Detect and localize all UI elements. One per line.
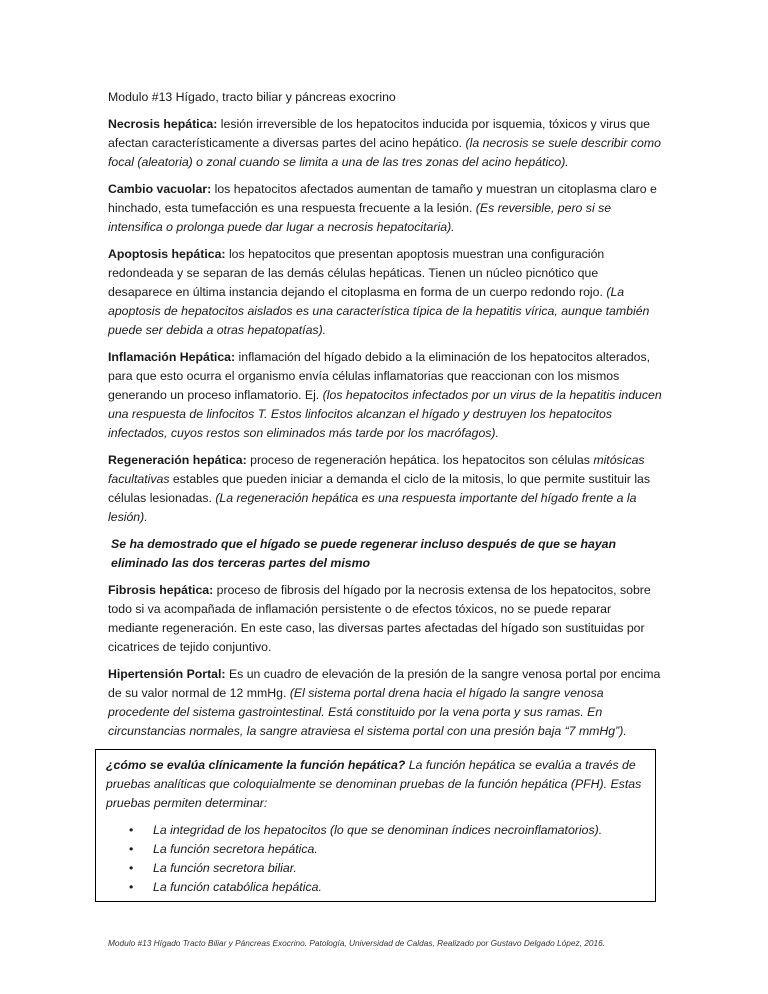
section-inflamacion xyxy=(108,348,664,443)
section-text: lesión irreversible de los hepatocitos inducida por isquemia, tóxicos y virus que afectan característicamente a diversas partes del acino hepático. xyxy=(108,117,651,150)
bullet-icon: • xyxy=(129,842,134,856)
section-note: (los hepatocitos infectados por un virus de la hepatitis inducen una respuesta de linfocitos T. Estos linfocitos alcanzan el hígado y destruyen los hepatocitos infectados, cuyos restos son eliminados más tarde por los macrófagos). xyxy=(108,388,662,440)
highlight-statement: Se ha demostrado que el hígado se puede regenerar incluso después de que se hayan eliminado las dos terceras partes del mismo xyxy=(111,537,617,570)
section-text: proceso de regeneración hepática. los hepatocitos son células xyxy=(246,453,594,467)
document-body xyxy=(108,88,664,749)
section-term: mitósicas facultativas xyxy=(108,453,645,486)
list-item-text: La integridad de los hepatocitos (lo que se denominan índices necroinflamatorios). xyxy=(153,823,603,837)
bullet-icon: • xyxy=(129,880,134,894)
section-hipertension xyxy=(108,665,664,741)
section-note: (La regeneración hepática es una respuesta importante del hígado frente a la lesión). xyxy=(108,491,637,524)
section-text: los hepatocitos que presentan apoptosis muestran una configuración redondeada y se separan de las demás células hepáticas. Tienen un núcleo picnótico que desaparece en última instancia dejando el citoplasma en forma de un cuerpo redondo rojo. xyxy=(108,247,607,299)
section-heading: Necrosis hepática: xyxy=(108,117,218,131)
box-intro xyxy=(106,756,647,813)
section-heading: Regeneración hepática: xyxy=(108,453,247,467)
box-question: ¿cómo se evalúa clínicamente la función hepática? xyxy=(106,758,406,772)
section-text: inflamación del hígado debido a la eliminación de los hepatocitos alterados, para que esto ocurra el organismo envía células inflamatorias que reaccionan con los mismos generando un proceso inflamatorio. Ej. xyxy=(108,350,651,402)
list-item-text: La función secretora biliar. xyxy=(153,861,297,875)
section-note: (El sistema portal drena hacia el hígado la sangre venosa procedente del sistema gastrointestinal. Está constituido por la vena porta y sus ramas. En circunstancias normales, la sangre atraviesa el sistema portal con una presión baja “7 mmHg”). xyxy=(108,686,627,738)
bullet-icon: • xyxy=(129,823,134,837)
list-item xyxy=(129,859,647,878)
section-text: Es un cuadro de elevación de la presión de la sangre venosa portal por encima de su valor normal de 12 mmHg. xyxy=(108,667,661,700)
section-necrosis xyxy=(108,115,664,172)
list-item-text: La función catabólica hepática. xyxy=(153,880,322,894)
section-apoptosis xyxy=(108,245,664,340)
section-heading: Inflamación Hepática: xyxy=(108,350,236,364)
list-item xyxy=(129,840,647,859)
list-item xyxy=(129,878,647,897)
box-list xyxy=(106,821,647,897)
page-footer: Modulo #13 Hígado Tracto Biliar y Páncreas Exocrino. Patología, Universidad de Caldas, Realizado por Gustavo Delgado López, 2016. xyxy=(108,938,606,948)
section-note: (La apoptosis de hepatocitos aislados es una característica típica de la hepatitis vírica, aunque también puede ser debida a otras hepatopatías). xyxy=(108,285,650,337)
section-heading: Apoptosis hepática: xyxy=(108,247,226,261)
bullet-icon: • xyxy=(129,861,134,875)
list-item-text: La función secretora hepática. xyxy=(153,842,318,856)
section-vacuolar xyxy=(108,180,664,237)
liver-function-box xyxy=(95,749,656,902)
section-heading: Fibrosis hepática: xyxy=(108,583,214,597)
section-heading: Cambio vacuolar: xyxy=(108,182,212,196)
list-item xyxy=(129,821,647,840)
section-note: (Es reversible, pero si se intensifica o prolonga puede dar lugar a necrosis hepatocitaria). xyxy=(108,201,612,234)
section-text: estables que pueden iniciar a demanda el ciclo de la mitosis, lo que permite sustituir las células lesionadas. xyxy=(108,472,651,505)
section-fibrosis xyxy=(108,581,664,657)
box-answer: La función hepática se evalúa a través de pruebas analíticas que coloquialmente se denominan pruebas de la función hepática (PFH). Estas pruebas permiten determinar: xyxy=(106,758,642,810)
section-regeneracion xyxy=(108,451,664,527)
section-text: proceso de fibrosis del hígado por la necrosis extensa de los hepatocitos, sobre todo si va acompañada de inflamación persistente o de efectos tóxicos, no se puede reparar mediante regeneración. En este caso, las diversas partes afectadas del hígado son sustituidas por cicatrices de tejido conjuntivo. xyxy=(108,583,651,654)
section-note: (la necrosis se suele describir como focal (aleatoria) o zonal cuando se limita a una de las tres zonas del acino hepático). xyxy=(108,136,661,169)
section-heading: Hipertensión Portal: xyxy=(108,667,226,681)
section-text: los hepatocitos afectados aumentan de tamaño y muestran un citoplasma claro e hinchado, esta tumefacción es una respuesta frecuente a la lesión. xyxy=(108,182,657,215)
page-title: Modulo #13 Hígado, tracto biliar y páncreas exocrino xyxy=(108,90,396,104)
